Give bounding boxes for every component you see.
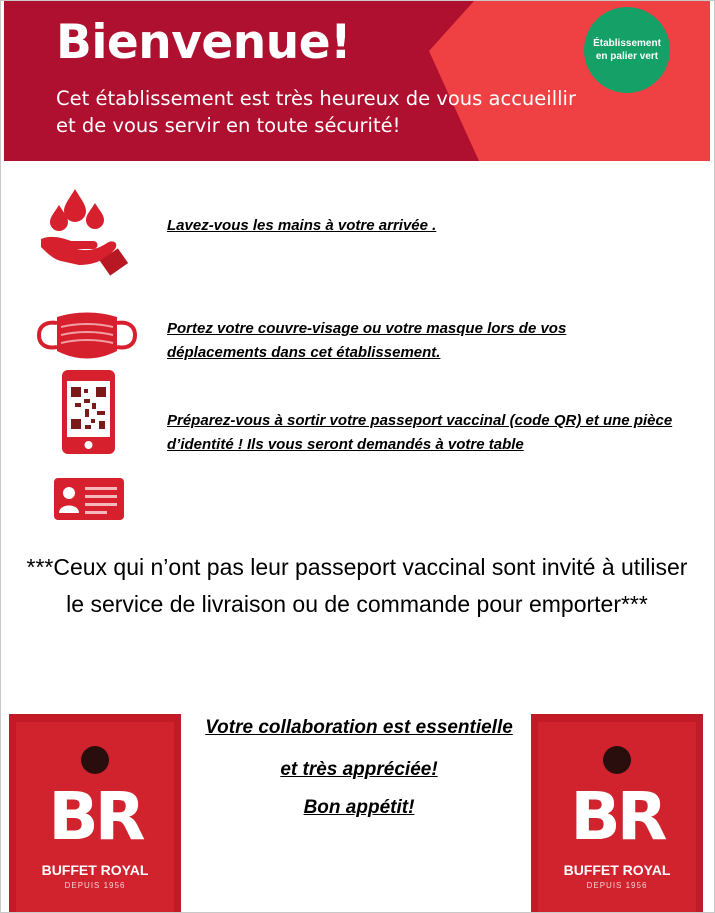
green-level-badge: [584, 7, 670, 93]
banner-title: Bienvenue!: [56, 15, 352, 70]
logo-monogram: BR: [48, 778, 142, 855]
closing-line-2: et très appréciée!: [280, 759, 438, 780]
logo-name: BUFFET ROYAL: [41, 862, 149, 878]
instruction-wear-mask: Portez votre couvre-visage ou votre masque lors de vos déplacements dans cet établissement.: [167, 320, 567, 361]
logo-monogram: BR: [570, 778, 664, 855]
crown-icon: [603, 746, 631, 774]
id-card-icon: [53, 477, 125, 521]
badge-line-2: en palier vert: [595, 51, 659, 62]
buffet-royal-logo-right: [531, 714, 703, 913]
buffet-royal-logo-left: [9, 714, 181, 913]
closing-line-3: Bon appétit!: [303, 797, 415, 818]
closing-line-1: Votre collaboration est essentielle: [205, 717, 513, 738]
instruction-wash-hands: Lavez-vous les mains à votre arrivée .: [167, 217, 437, 234]
phone-qr-icon: [61, 369, 116, 455]
badge-line-1: Établissement: [593, 38, 661, 49]
logo-since: DEPUIS 1956: [586, 881, 648, 890]
crown-icon: [81, 746, 109, 774]
welcome-banner: [4, 1, 710, 161]
hand-wash-icon: [39, 185, 135, 279]
instruction-vaccine-passport: Préparez-vous à sortir votre passeport vaccinal (code QR) et une pièce d’identité ! Ils vous seront demandés à votre table: [167, 412, 673, 453]
logo-name: BUFFET ROYAL: [563, 862, 671, 878]
face-mask-icon: [37, 311, 137, 361]
banner-subtitle: Cet établissement est très heureux de vous accueillir et de vous servir en toute sécurité!: [56, 87, 576, 137]
notice-text: ***Ceux qui n’ont pas leur passeport vaccinal sont invité à utiliser le service de livraison ou de commande pour emporter***: [26, 554, 688, 617]
logo-since: DEPUIS 1956: [64, 881, 126, 890]
